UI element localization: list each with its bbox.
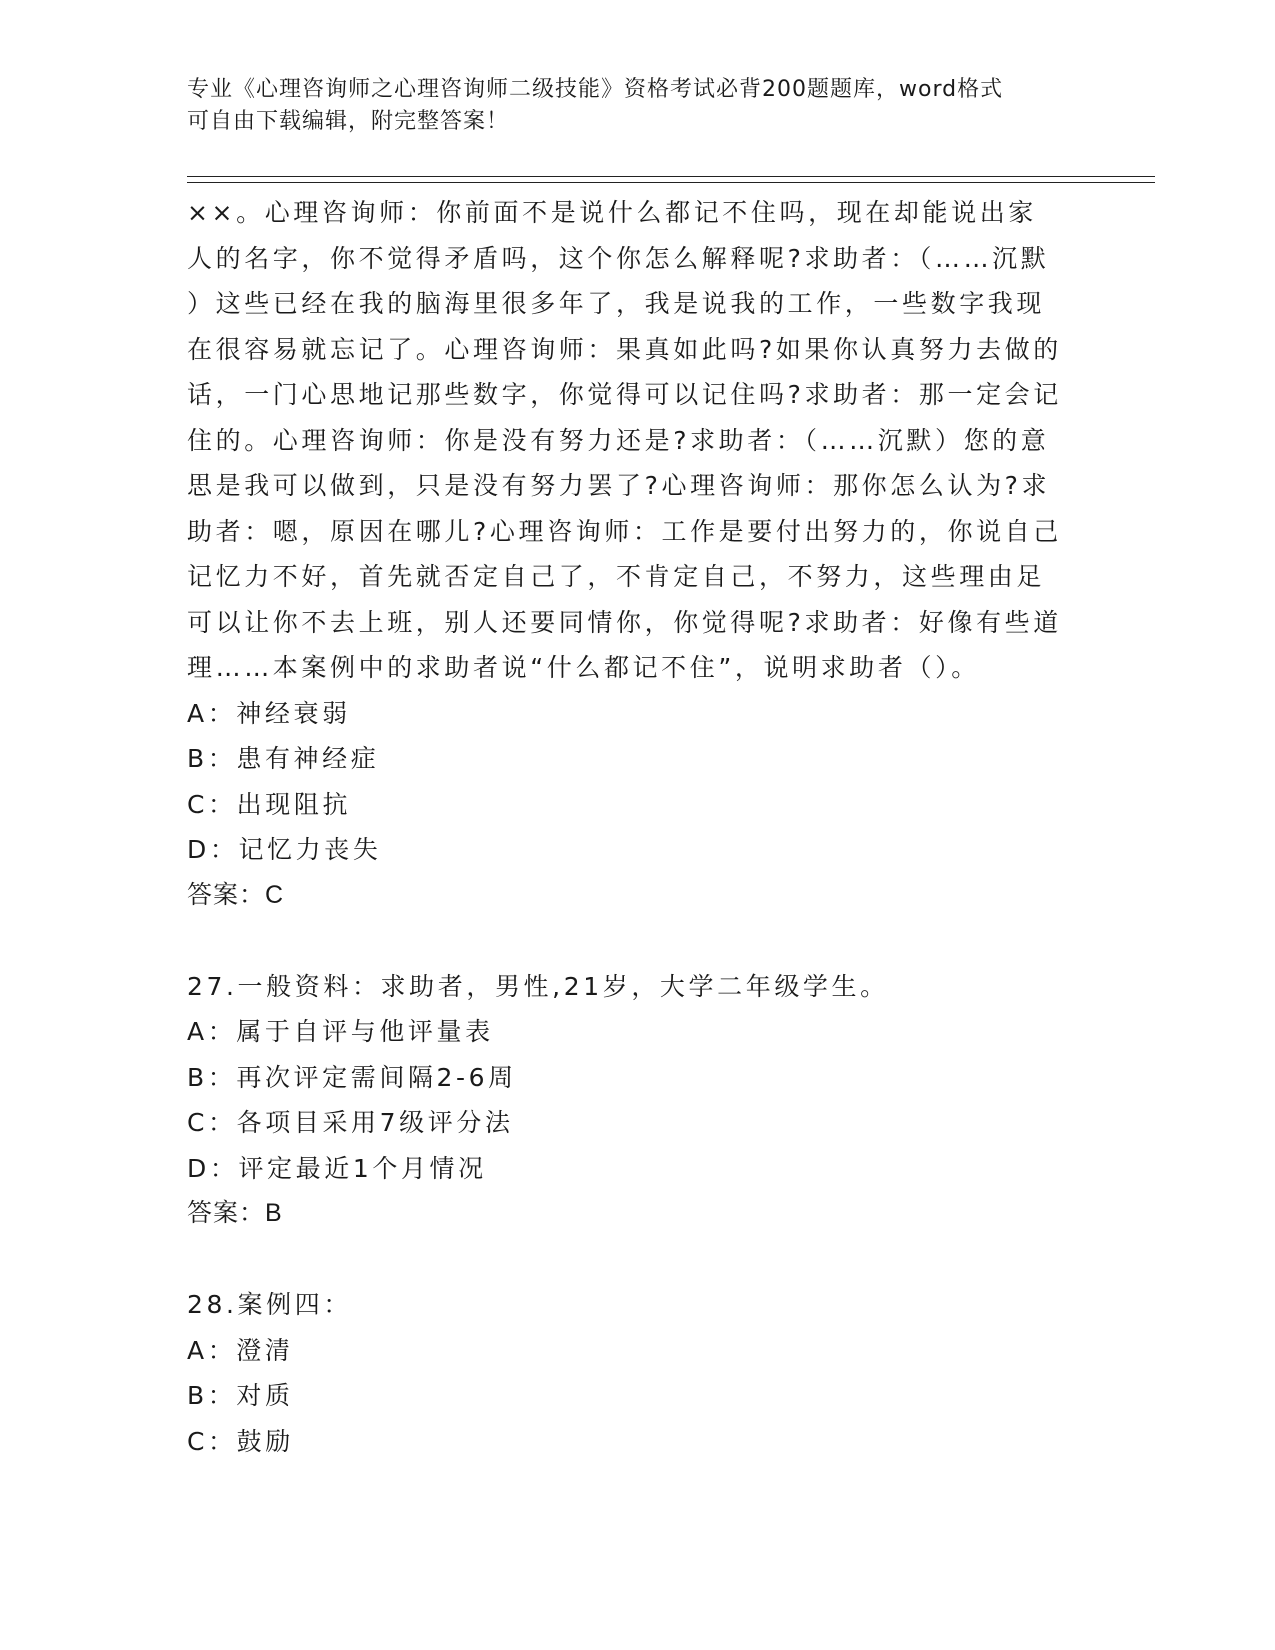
question-stem-line: 助者：嗯，原因在哪儿?心理咨询师：工作是要付出努力的，你说自己 <box>187 516 1062 546</box>
question-28 <box>187 1282 1077 1464</box>
question-stem-line: 住的。心理咨询师：你是没有努力还是?求助者：（……沉默）您的意 <box>187 425 1050 455</box>
spacer <box>187 918 1077 964</box>
question-stem: 28.案例四： <box>187 1290 352 1319</box>
header-line-1: 专业《心理咨询师之心理咨询师二级技能》资格考试必背200题题库，word格式 <box>187 77 1004 102</box>
question-stem-line: ）这些已经在我的脑海里很多年了，我是说我的工作，一些数字我现 <box>187 289 1046 318</box>
option-c: C：出现阻抗 <box>187 789 352 819</box>
option-d: D：记忆力丧失 <box>187 835 382 864</box>
question-stem-line: 话，一门心思地记那些数字，你觉得可以记住吗?求助者：那一定会记 <box>187 380 1062 409</box>
option-a: A：澄清 <box>187 1335 294 1365</box>
option-a: A：神经衰弱 <box>187 698 351 728</box>
question-stem-line: 人的名字，你不觉得矛盾吗，这个你怎么解释呢?求助者：（……沉默 <box>187 243 1050 273</box>
question-stem-line: 记忆力不好，首先就否定自己了，不肯定自己，不努力，这些理由足 <box>187 562 1046 591</box>
option-b: B：再次评定需间隔2-6周 <box>187 1062 517 1092</box>
question-stem-line: ××。心理咨询师：你前面不是说什么都记不住吗，现在却能说出家 <box>187 198 1037 227</box>
header-divider-top <box>187 176 1155 177</box>
question-stem-line: 理……本案例中的求助者说“什么都记不住”，说明求助者（）。 <box>187 653 980 682</box>
answer-line: 答案：C <box>187 880 285 909</box>
question-stem: 27.一般资料：求助者，男性,21岁，大学二年级学生。 <box>187 971 889 1001</box>
option-d: D：评定最近1个月情况 <box>187 1153 487 1183</box>
document-header <box>187 74 1087 138</box>
document-body <box>187 190 1077 1464</box>
answer-line: 答案：B <box>187 1199 283 1227</box>
spacer <box>187 1237 1077 1283</box>
question-stem-line: 可以让你不去上班，别人还要同情你，你觉得呢?求助者：好像有些道 <box>187 607 1062 637</box>
option-c: C：各项目采用7级评分法 <box>187 1108 514 1137</box>
header-line-2: 可自由下载编辑，附完整答案！ <box>187 109 510 134</box>
option-b: B：患有神经症 <box>187 744 380 773</box>
header-divider-bottom <box>187 182 1155 183</box>
question-27 <box>187 964 1077 1237</box>
question-stem-line: 思是我可以做到，只是没有努力罢了?心理咨询师：那你怎么认为?求 <box>187 471 1051 500</box>
question-26 <box>187 190 1077 918</box>
option-b: B：对质 <box>187 1381 294 1410</box>
option-a: A：属于自评与他评量表 <box>187 1017 494 1046</box>
option-c: C：鼓励 <box>187 1426 294 1456</box>
question-stem-line: 在很容易就忘记了。心理咨询师：果真如此吗?如果你认真努力去做的 <box>187 334 1062 364</box>
